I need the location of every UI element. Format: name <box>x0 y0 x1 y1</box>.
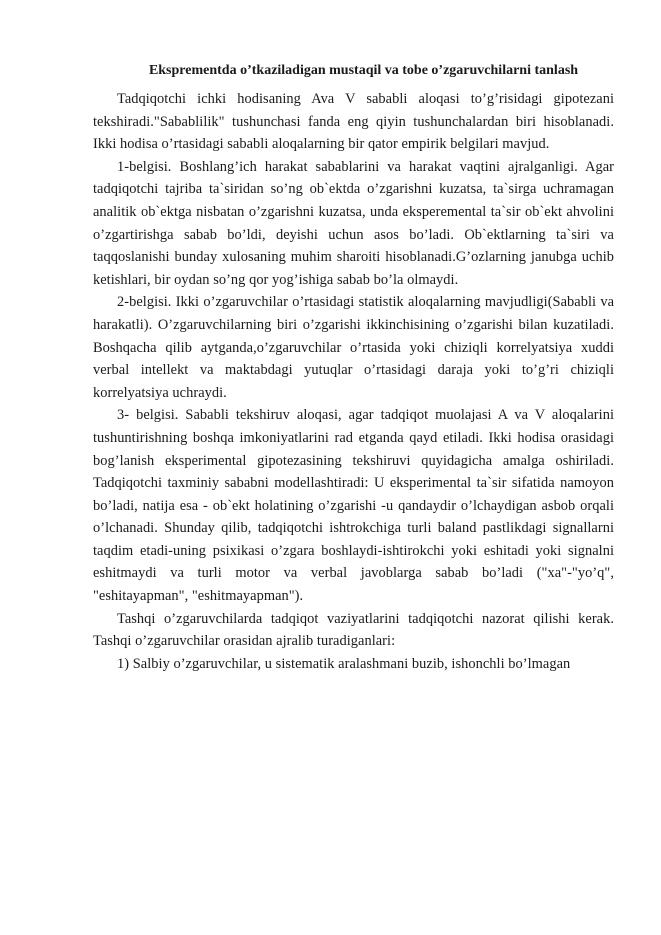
document-page <box>93 58 614 675</box>
external-variables-paragraph: Tashqi o’zgaruvchilarda tadqiqot vaziyatlarini tadqiqotchi nazorat qilishi kerak. Tashqi o’zgaruvchilar orasidan ajralib turadiganlari: <box>93 610 614 650</box>
sign-2-paragraph: 2-belgisi. Ikki o’zgaruvchilar o’rtasidagi statistik aloqalarning mavjudligi(Sababli va harakatli). O’zgaruvchilarning biri o’zgarishi ikkinchisining o’zgarishi bilan kuzatiladi. Boshqacha qilib aytganda,o’zgaruvchilar o’rtasida yoki chiziqli korrelyatsiya xuddi verbal intellekt va maktabdagi yutuqlar o’rtasidagi daraja yoki to’g’ri chiziqli korrelyatsiya uchraydi. <box>93 294 614 401</box>
sign-1-paragraph: 1-belgisi. Boshlang’ich harakat sabablarini va harakat vaqtini ajralganligi. Agar tadqiqotchi tajriba ta`siridan so’ng ob`ektda o’zgarishni kuzatsa, ta`sirga uchramagan analitik ob`ektga nisbatan o’zgarishni kuzatsa, unda eksperemental ta`sir ob`ekt ahvolini o’zgartirishga sabab bo’ldi, deyishi uchun asos bo’ladi. Ob`ektlarning ta`siri va taqqoslanishi bunday xulosaning muhim sharoiti hisoblanadi.G’ozlarning janubga uchib ketishlari, bir oydan so’ng qor yog’ishiga sabab bo’la olmaydi. <box>93 158 614 288</box>
list-item-1-paragraph: 1) Salbiy o’zgaruvchilar, u sistematik aralashmani buzib, ishonchli bo’lmagan <box>117 655 571 672</box>
section-heading: Eksprementda o’tkaziladigan mustaqil va tobe o’zgaruvchilarni tanlash <box>148 63 579 78</box>
intro-paragraph: Tadqiqotchi ichki hodisaning Ava V sababli aloqasi to’g’risidagi gipotezani tekshiradi."Sabablilik" tushunchasi fanda eng qiyin tushunchalardan biri hisoblanadi. Ikki hodisa o’rtasidagi sababli aloqalarning bir qator empirik belgilari mavjud. <box>93 91 614 153</box>
sign-3-paragraph: 3- belgisi. Sababli tekshiruv aloqasi, agar tadqiqot muolajasi A va V aloqalarini tushuntirishning boshqa imkoniyatlarini rad etganda qayd etiladi. Ikki hodisa orasidagi bog’lanish eksperimental gipotezasining tekshiruvi quyidagicha amalga oshiriladi. Tadqiqotchi taxminiy sababni modellashtiradi: U eksperimental ta`sir sifatida namoyon bo’ladi, natija esa - ob`ekt holatining o’zgarishi -u qandaydir o’lchaydigan asbob orqali o’lchanadi. Shunday qilib, tadqiqotchi ishtrokchiga turli baland pastlikdagi signallarni taqdim etadi-uning psixikasi o’zgara boshlaydi-ishtirokchi yoki eshitadi yoki signalni eshitmaydi va turli motor va verbal javoblarga sabab bo’ladi ("xa"-"yo’q", "eshitayapman", "eshitmayapman"). <box>93 407 614 605</box>
